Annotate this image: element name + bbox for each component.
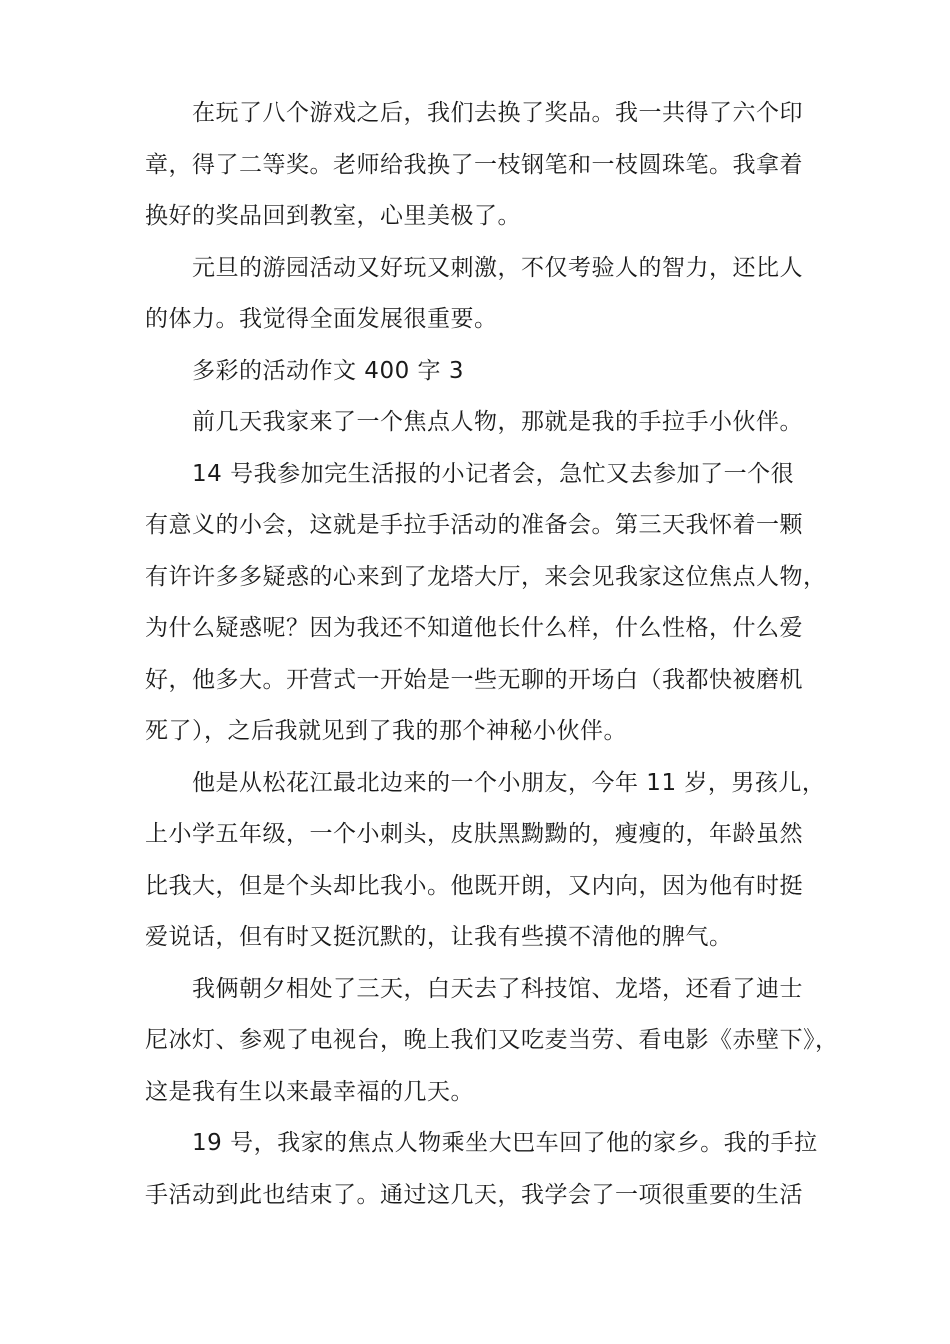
text-line: 14 号我参加完生活报的小记者会，急忙又去参加了一个很 — [192, 460, 795, 487]
text-line: 爱说话，但有时又挺沉默的，让我有些摸不清他的脾气。 — [145, 924, 733, 950]
section-heading-text: 多彩的活动作文 400 字 3 — [192, 357, 464, 384]
text-line: 我俩朝夕相处了三天，白天去了科技馆、龙塔，还看了迪士 — [192, 975, 803, 1002]
text-line: 在玩了八个游戏之后，我们去换了奖品。我一共得了六个印 — [192, 100, 803, 126]
text-line: 上小学五年级，一个小刺头，皮肤黑黝黝的，瘦瘦的，年龄虽然 — [145, 821, 803, 847]
text-line: 的体力。我觉得全面发展很重要。 — [145, 306, 498, 332]
text-line: 尼冰灯、参观了电视台，晚上我们又吃麦当劳、看电影《赤壁下》， — [145, 1027, 839, 1053]
text-line: 有许许多多疑惑的心来到了龙塔大厅，来会见我家这位焦点人物， — [145, 563, 827, 590]
text-line: 这是我有生以来最幸福的几天。 — [145, 1078, 474, 1105]
paragraph-three-days — [145, 964, 839, 1119]
text-line: 好，他多大。开营式一开始是一些无聊的开场白（我都快被磨机 — [145, 666, 803, 693]
text-line: 有意义的小会，这就是手拉手活动的准备会。第三天我怀着一颗 — [145, 512, 803, 538]
paragraph-focus-person — [145, 397, 817, 449]
text-line: 手活动到此也结束了。通过这几天，我学会了一项很重要的生活 — [145, 1181, 803, 1208]
paragraph-prize-exchange — [145, 88, 817, 243]
text-line: 19 号，我家的焦点人物乘坐大巴车回了他的家乡。我的手拉 — [192, 1130, 818, 1156]
document-body — [145, 88, 839, 1221]
section-heading — [145, 346, 817, 398]
text-line: 死了），之后我就见到了我的那个神秘小伙伴。 — [145, 718, 627, 744]
paragraph-farewell — [145, 1118, 817, 1221]
text-line: 前几天我家来了一个焦点人物，那就是我的手拉手小伙伴。 — [192, 409, 803, 435]
text-line: 比我大，但是个头却比我小。他既开朗，又内向，因为他有时挺 — [145, 872, 803, 899]
text-line: 换好的奖品回到教室，心里美极了。 — [145, 203, 521, 229]
paragraph-new-year-activity — [145, 243, 817, 346]
text-line: 章，得了二等奖。老师给我换了一枝钢笔和一枝圆珠笔。我拿着 — [145, 151, 803, 178]
text-line: 他是从松花江最北边来的一个小朋友，今年 11 岁，男孩儿， — [192, 769, 826, 796]
text-line: 为什么疑惑呢？因为我还不知道他长什么样，什么性格，什么爱 — [145, 615, 803, 641]
paragraph-friend-description — [145, 758, 826, 964]
paragraph-preparation-meeting — [145, 449, 827, 758]
text-line: 元旦的游园活动又好玩又刺激，不仅考验人的智力，还比人 — [192, 254, 803, 281]
